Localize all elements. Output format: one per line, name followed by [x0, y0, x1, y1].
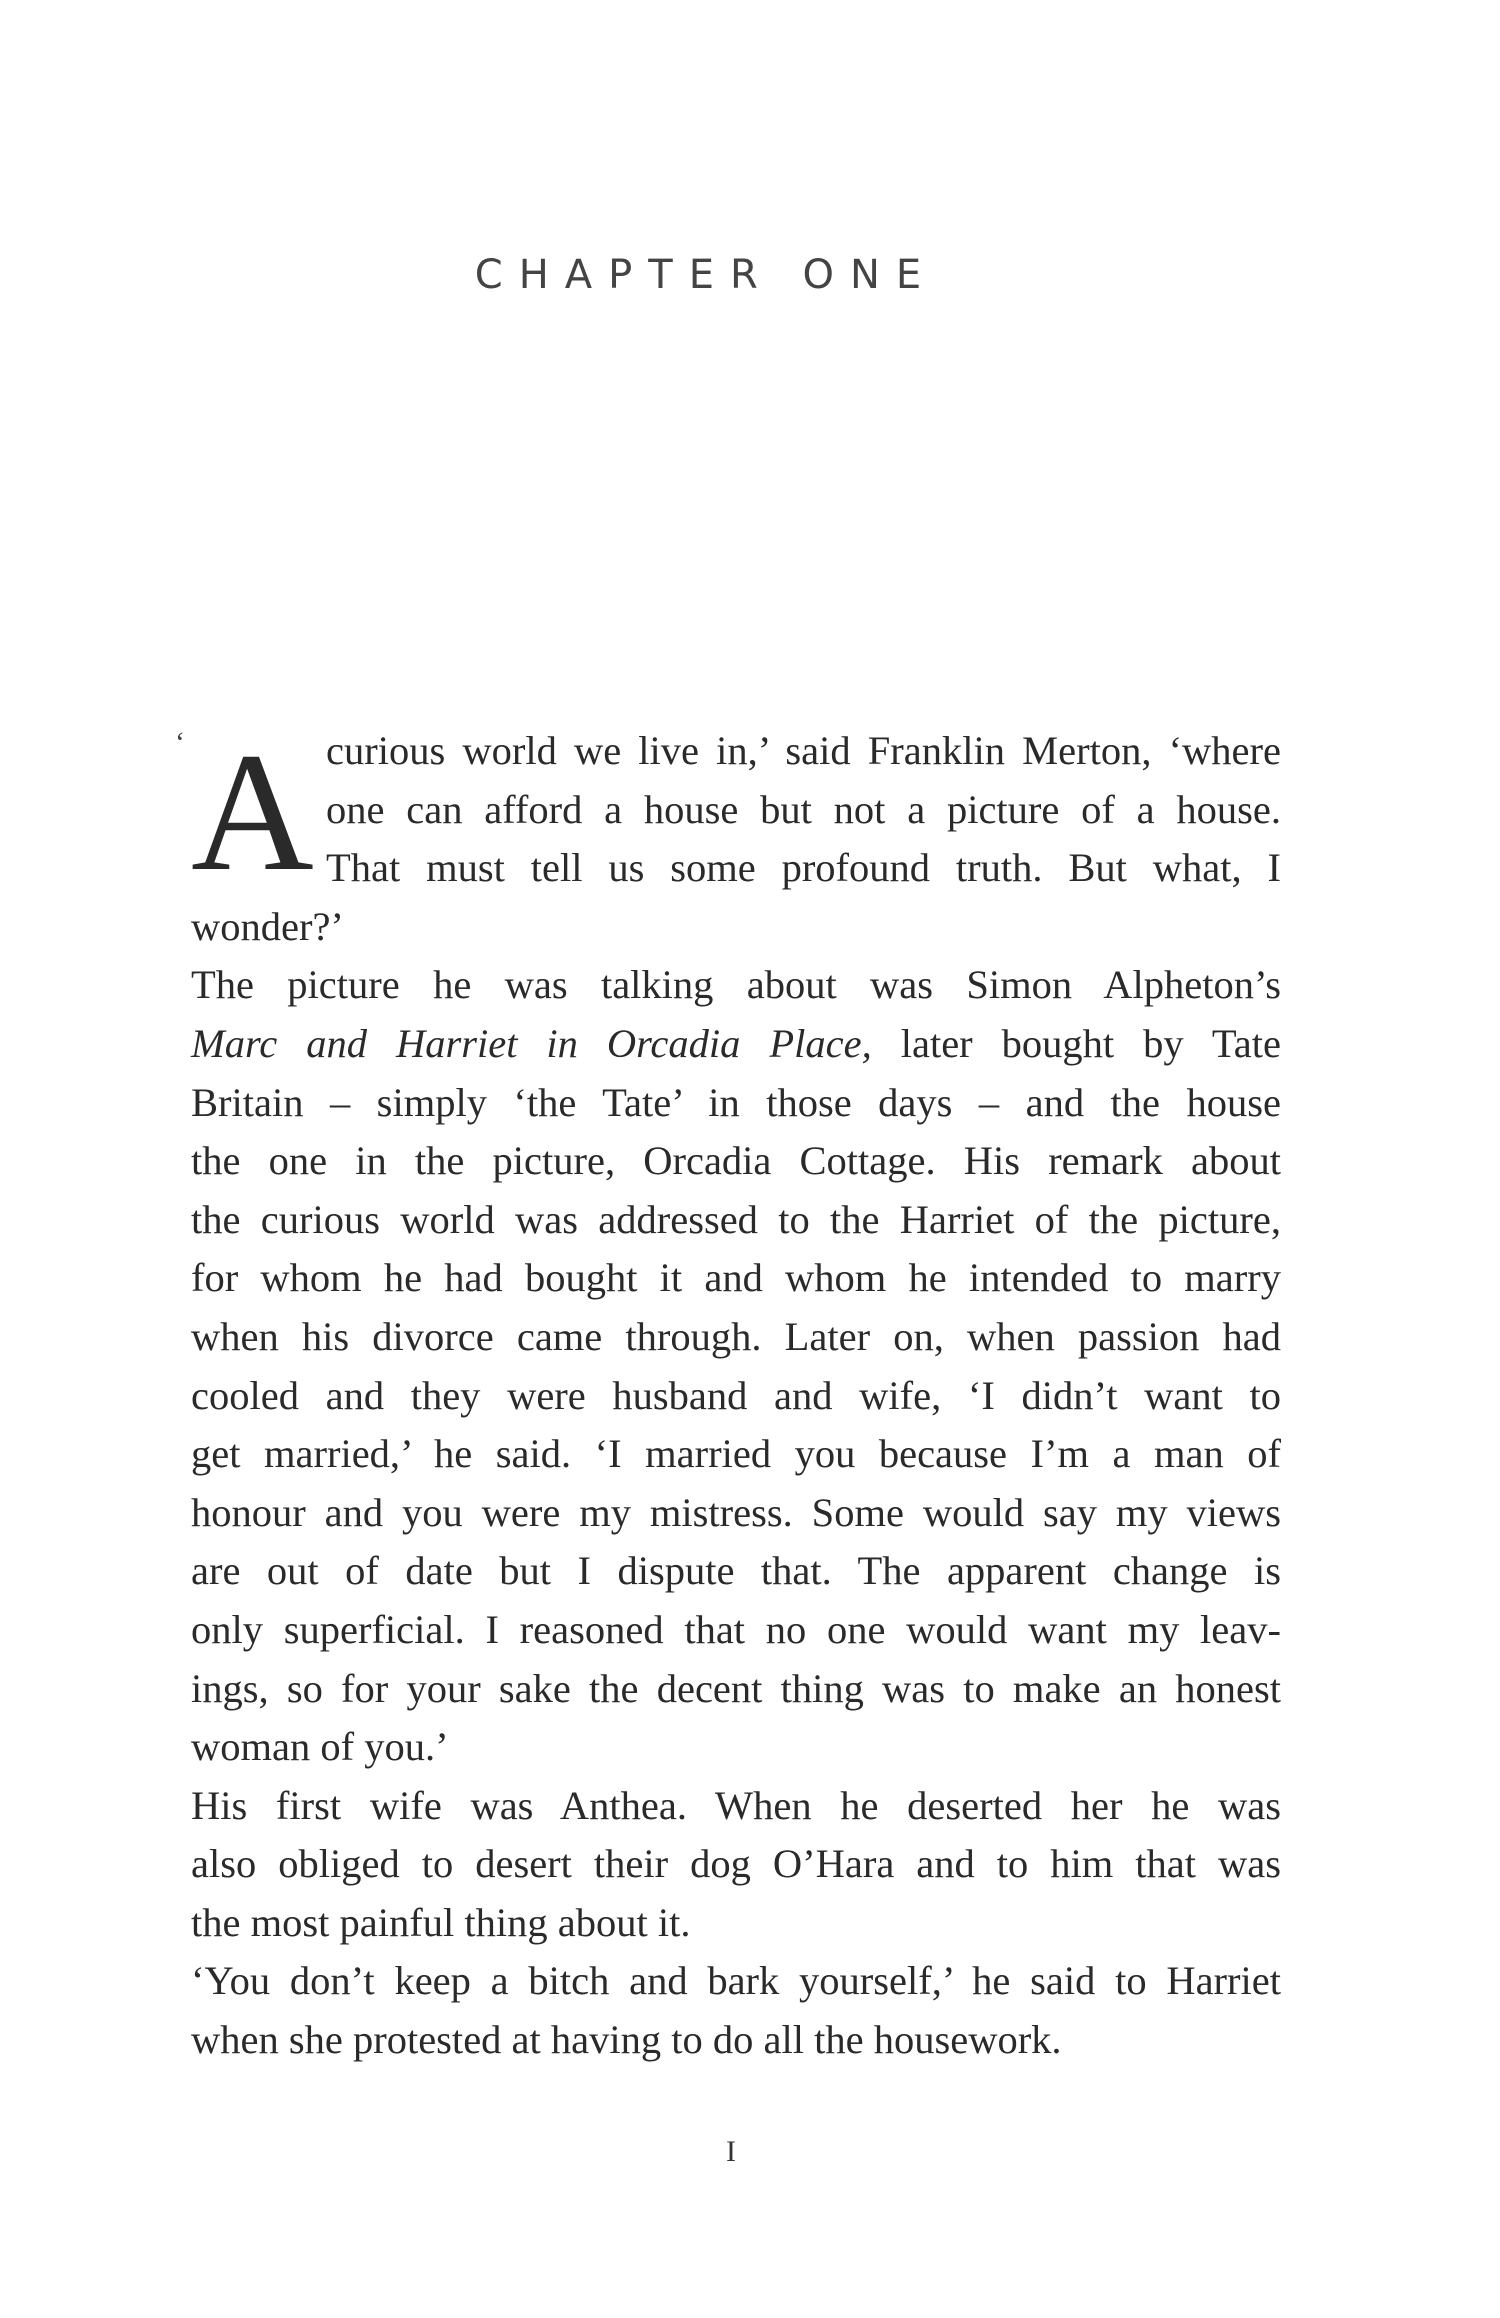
- text-line: the most painful thing about it.: [191, 1899, 691, 1945]
- opening-quote-mark: ‘: [175, 726, 185, 759]
- chapter-heading: CHAPTER ONE: [474, 252, 938, 298]
- text-line: wonder?’: [191, 903, 344, 949]
- text-line: one can afford a house but not a picture of a house.: [326, 786, 1281, 832]
- drop-cap-letter: A: [191, 718, 314, 906]
- text-line: also obliged to desert their dog O’Hara and to him that was: [191, 1841, 1281, 1887]
- paragraph-1: [175, 718, 1281, 956]
- text-line: for whom he had bought it and whom he intended to marry: [191, 1255, 1281, 1301]
- text-line: curious world we live in,’ said Franklin Merton, ‘where: [326, 728, 1281, 773]
- text-line: the one in the picture, Orcadia Cottage. His remark about: [191, 1138, 1281, 1184]
- page-number: I: [726, 2135, 736, 2168]
- painting-title: Marc and Harriet in Orcadia Place,: [191, 1020, 872, 1066]
- text-line: The picture he was talking about was Simon Alpheton’s: [191, 962, 1281, 1008]
- text-line: Britain – simply ‘the Tate’ in those days – and the house: [191, 1079, 1281, 1125]
- text-line: ‘You don’t keep a bitch and bark yourself,’ he said to Harriet: [191, 1958, 1281, 2004]
- text-line: cooled and they were husband and wife, ‘I didn’t want to: [191, 1372, 1281, 1418]
- paragraph-2: [191, 956, 1281, 1776]
- text-line: the curious world was addressed to the Harriet of the picture,: [191, 1196, 1281, 1242]
- text-fragment: later bought by Tate: [900, 1020, 1282, 1066]
- paragraph-3: [191, 1777, 1281, 1953]
- text-line-with-title: [191, 1015, 1281, 1074]
- text-line: when she protested at having to do all the housework.: [191, 2017, 1062, 2063]
- text-line: when his divorce came through. Later on, when passion had: [191, 1313, 1281, 1359]
- text-line: are out of date but I dispute that. The apparent change is: [191, 1548, 1281, 1594]
- dropcap-lines: [175, 718, 1281, 906]
- text-line: get married,’ he said. ‘I married you because I’m a man of: [191, 1431, 1281, 1477]
- body-text: [175, 718, 1282, 2070]
- text-line: His first wife was Anthea. When he deserted her he was: [191, 1782, 1281, 1828]
- paragraph-4: [191, 1952, 1281, 2069]
- text-line: woman of you.’: [191, 1724, 449, 1770]
- text-line: That must tell us some profound truth. But what, I: [326, 845, 1281, 891]
- text-line: ings, so for your sake the decent thing was to make an honest: [191, 1665, 1281, 1711]
- text-line: only superficial. I reasoned that no one would want my leav-: [191, 1606, 1281, 1652]
- text-line: honour and you were my mistress. Some would say my views: [191, 1489, 1281, 1535]
